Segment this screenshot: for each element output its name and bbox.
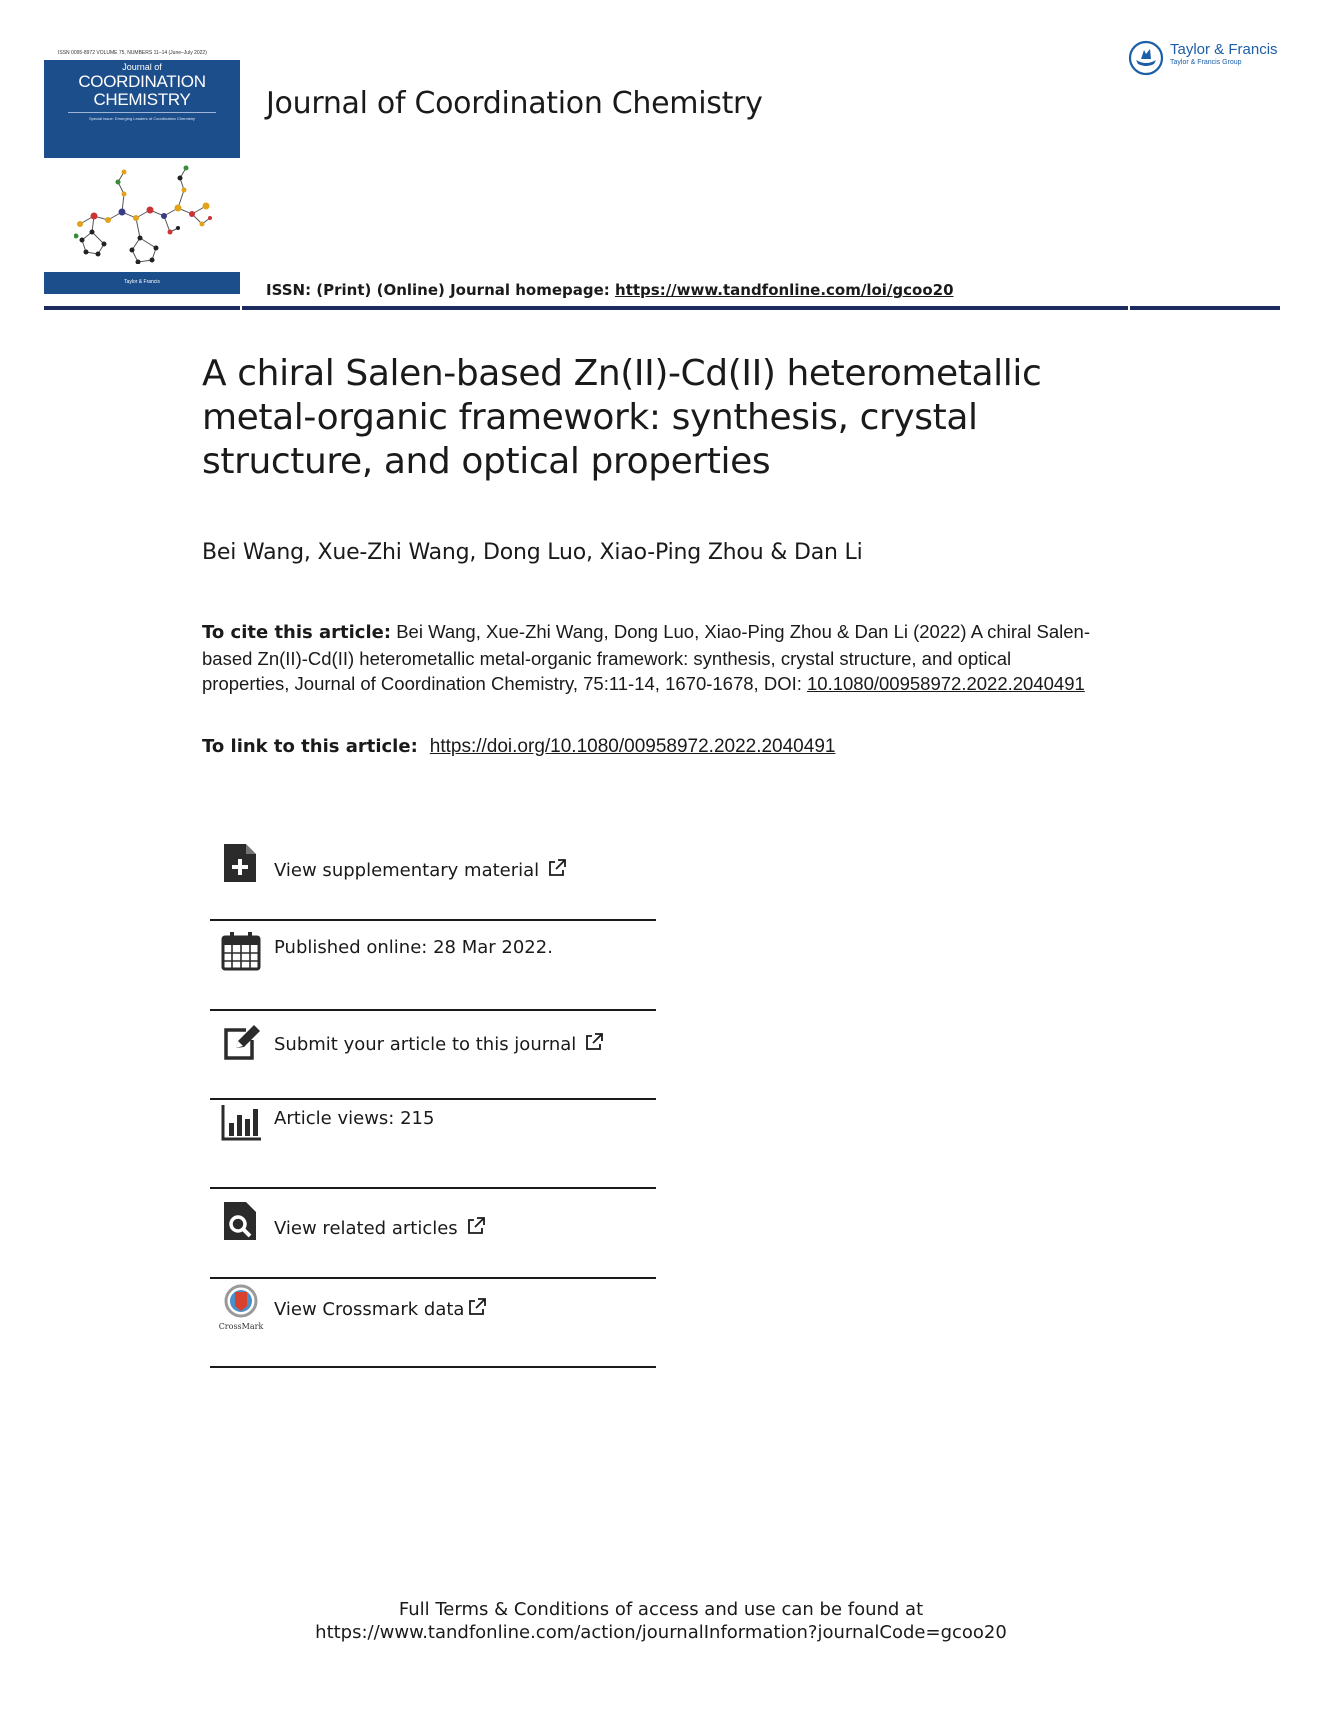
external-link-icon (466, 1216, 486, 1236)
article-link-line (202, 736, 835, 758)
add-file-icon (220, 842, 262, 884)
publisher-logo (1128, 38, 1284, 78)
citation-text: Bei Wang, Xue-Zhi Wang, Dong Luo, Xiao-Ping Zhou & Dan Li (2022) A chiral Salen-based Zn(II)-Cd(II) heterometallic metal-organic framework: synthesis, crystal structure, and optical properties, Journal of Coordination Chemistry, 75:11-14, 1670-1678, DOI: (202, 621, 1090, 694)
molecule-illustration (74, 158, 224, 264)
supplementary-label: View supplementary material (274, 860, 540, 881)
journal-title: Journal of Coordination Chemistry (266, 86, 763, 121)
bar-chart-icon (220, 1101, 262, 1143)
header-divider (44, 306, 1280, 310)
publisher-name: Taylor & Francis (1170, 41, 1278, 58)
article-link-label: To link to this article: (202, 736, 418, 757)
cover-issn-volume: ISSN 0095-8972 VOLUME 75, NUMBERS 11–14 (June–July 2022) (58, 50, 207, 56)
issn-text: ISSN: (Print) (Online) Journal homepage: (266, 281, 616, 299)
info-item-submit[interactable] (210, 1010, 656, 1100)
info-item-label-wrap (274, 1297, 487, 1320)
submit-article-label: Submit your article to this journal (274, 1034, 577, 1055)
header-divider-gap (1128, 306, 1130, 310)
journal-cover-image (44, 48, 240, 294)
citation-label: To cite this article: (202, 622, 392, 643)
search-file-icon (220, 1200, 262, 1242)
info-divider (210, 1366, 656, 1368)
info-item-crossmark[interactable] (210, 1278, 656, 1368)
related-articles-label: View related articles (274, 1218, 458, 1239)
crossmark-icon (220, 1284, 262, 1326)
info-item-label-wrap (274, 1216, 486, 1239)
journal-homepage-link[interactable]: https://www.tandfonline.com/loi/gcoo20 (615, 281, 954, 299)
edit-icon (220, 1022, 262, 1064)
info-item-views (210, 1099, 656, 1189)
info-item-label-wrap (274, 858, 567, 881)
info-item-label-wrap (274, 1032, 604, 1055)
citation-block (202, 619, 1102, 697)
cover-journal-of: Journal of (122, 62, 162, 72)
calendar-icon (220, 930, 262, 972)
published-label: Published online: 28 Mar 2022. (274, 937, 553, 958)
cover-banner (44, 60, 240, 158)
article-doi-link[interactable]: https://doi.org/10.1080/00958972.2022.2040491 (429, 736, 836, 757)
article-authors: Bei Wang, Xue-Zhi Wang, Dong Luo, Xiao-Ping Zhou & Dan Li (202, 540, 863, 565)
cover-rule (68, 112, 216, 113)
external-link-icon (547, 858, 567, 878)
header-divider-gap (240, 306, 242, 310)
external-link-icon (584, 1032, 604, 1052)
terms-link[interactable]: https://www.tandfonline.com/action/journalInformation?journalCode=gcoo20 (315, 1622, 1007, 1643)
issn-homepage-line (266, 281, 954, 299)
info-item-published (210, 920, 656, 1010)
taylor-francis-logo-icon (1128, 40, 1164, 76)
publisher-group: Taylor & Francis Group (1170, 59, 1242, 66)
info-item-supplementary[interactable] (210, 830, 656, 920)
cover-title-line2: CHEMISTRY (93, 90, 191, 109)
crossmark-label: View Crossmark data (274, 1299, 465, 1320)
article-title: A chiral Salen-based Zn(II)-Cd(II) heterometallic metal-organic framework: synthesis, crystal structure, and optical properties (202, 353, 1042, 482)
crossmark-caption: CrossMark (218, 1322, 264, 1331)
info-item-related[interactable] (210, 1188, 656, 1278)
cover-publisher-footer: Taylor & Francis (44, 272, 240, 294)
citation-doi-link[interactable]: 10.1080/00958972.2022.2040491 (807, 673, 1085, 694)
cover-special-issue: Special Issue: Emerging Leaders of Coordination Chemistry (88, 116, 196, 121)
terms-line: Full Terms & Conditions of access and use can be found at (398, 1599, 924, 1620)
terms-footer (0, 1598, 1322, 1644)
external-link-icon (467, 1297, 487, 1317)
cover-title-line1: COORDINATION (78, 72, 206, 91)
article-views-label: Article views: 215 (274, 1108, 435, 1129)
